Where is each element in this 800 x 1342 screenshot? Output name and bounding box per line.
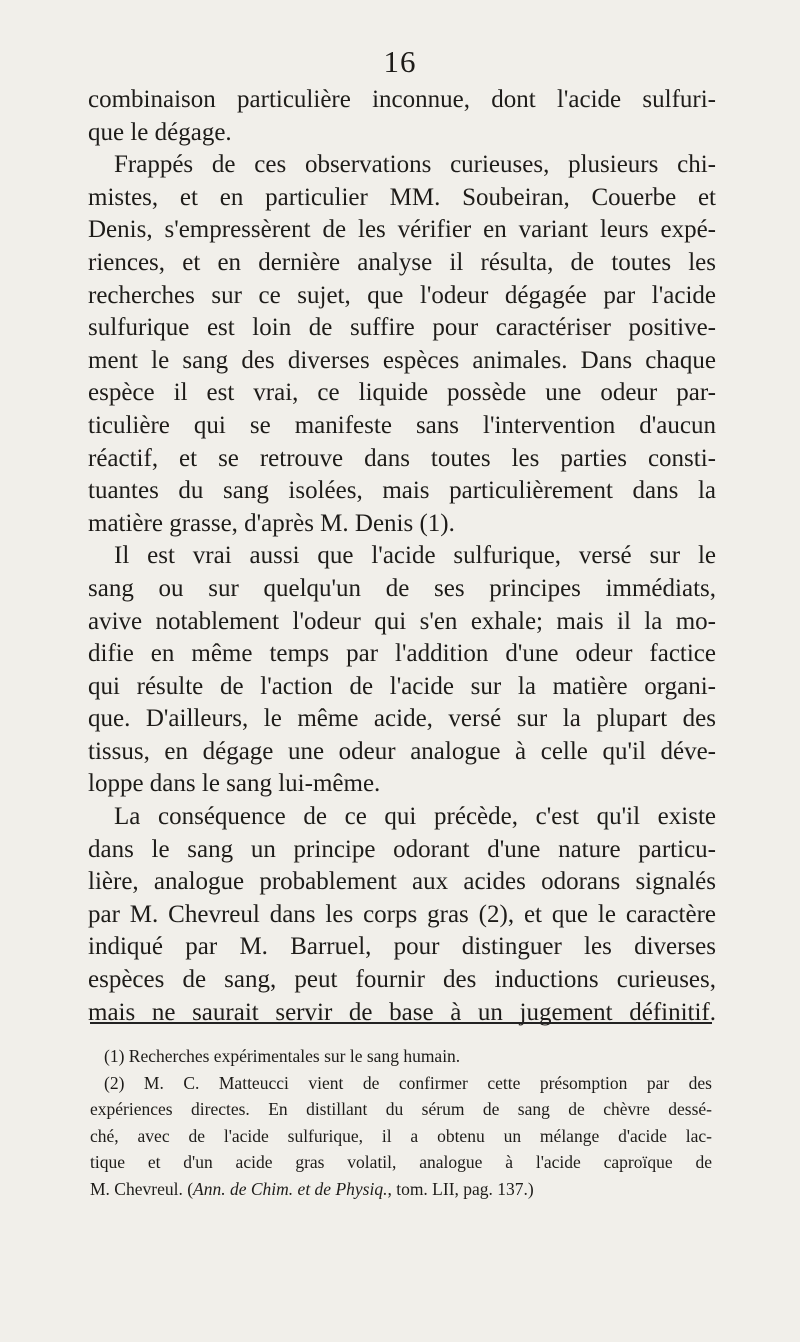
text-line: dans le sang un principe odorant d'une nature particu- <box>88 835 716 863</box>
text-line: ticulière qui se manifeste sans l'intervention d'aucun <box>88 411 716 439</box>
text-line: mistes, et en particulier MM. Soubeiran, Couerbe et <box>88 183 716 211</box>
text-line: que le dégage. <box>88 118 232 146</box>
footnote-1: (1) Recherches expérimentales sur le sang humain. <box>104 1046 461 1066</box>
text-line: réactif, et se retrouve dans toutes les parties consti- <box>88 444 716 472</box>
text-line: par M. Chevreul dans les corps gras (2), et que le caractère <box>88 900 716 928</box>
journal-title: Ann. de Chim. et de Physiq. <box>193 1178 388 1199</box>
text-line: ment le sang des diverses espèces animales. Dans chaque <box>88 346 716 374</box>
text-line: avive notablement l'odeur qui s'en exhale; mais il la mo- <box>88 607 716 635</box>
footnote-2-line: ché, avec de l'acide sulfurique, il a obtenu un mélange d'acide lac- <box>90 1125 712 1146</box>
text-line: loppe dans le sang lui-même. <box>88 770 381 798</box>
text-line: combinaison particulière inconnue, dont l'acide sulfuri- <box>88 86 716 113</box>
text-line: Frappés de ces observations curieuses, plusieurs chi- <box>114 151 716 179</box>
footnote-2-text: , tom. LII, pag. 137.) <box>387 1178 534 1199</box>
text-line: lière, analogue probablement aux acides odorans signalés <box>88 868 716 896</box>
text-line: riences, et en dernière analyse il résulta, de toutes les <box>88 248 716 276</box>
text-line: matière grasse, d'après M. Denis (1). <box>88 509 455 537</box>
text-line: qui résulte de l'action de l'acide sur la matière organi- <box>88 672 716 700</box>
text-line: difie en même temps par l'addition d'une odeur factice <box>88 640 716 668</box>
footnote-2-line: tique et d'un acide gras volatil, analogue à l'acide caproïque de <box>90 1152 712 1172</box>
text-line: espèce il est vrai, ce liquide possède une odeur par- <box>88 379 716 407</box>
text-line: La conséquence de ce qui précède, c'est qu'il existe <box>114 803 716 831</box>
footnote-2-line <box>90 1176 712 1203</box>
text-line: espèces de sang, peut fournir des inductions curieuses, <box>88 966 716 994</box>
footnote-2-line: expériences directes. En distillant du sérum de sang de chèvre dessé- <box>90 1099 712 1119</box>
footnote-divider <box>90 1022 712 1024</box>
text-line: sulfurique est loin de suffire pour caractériser positive- <box>88 314 716 342</box>
text-line: tuantes du sang isolées, mais particulièrement dans la <box>88 477 716 505</box>
text-line: sang ou sur quelqu'un de ses principes immédiats, <box>88 574 716 602</box>
text-line: tissus, en dégage une odeur analogue à celle qu'il déve- <box>88 737 716 765</box>
body-text <box>88 84 716 1029</box>
text-line: recherches sur ce sujet, que l'odeur dégagée par l'acide <box>88 281 716 309</box>
footnote-2-text: M. Chevreul. ( <box>90 1178 194 1199</box>
text-line: que. D'ailleurs, le même acide, versé sur la plupart des <box>88 705 716 733</box>
text-line: Il est vrai aussi que l'acide sulfurique, versé sur le <box>114 542 716 570</box>
footnote-2-line: (2) M. C. Matteucci vient de confirmer cette présomption par des <box>104 1072 712 1093</box>
footnotes <box>90 1043 712 1202</box>
text-line: indiqué par M. Barruel, pour distinguer les diverses <box>88 933 716 961</box>
page-number: 16 <box>383 44 417 79</box>
text-line: mais ne saurait servir de base à un jugement définitif. <box>88 998 716 1026</box>
text-line: Denis, s'empressèrent de les vérifier en variant leurs expé- <box>88 216 716 244</box>
